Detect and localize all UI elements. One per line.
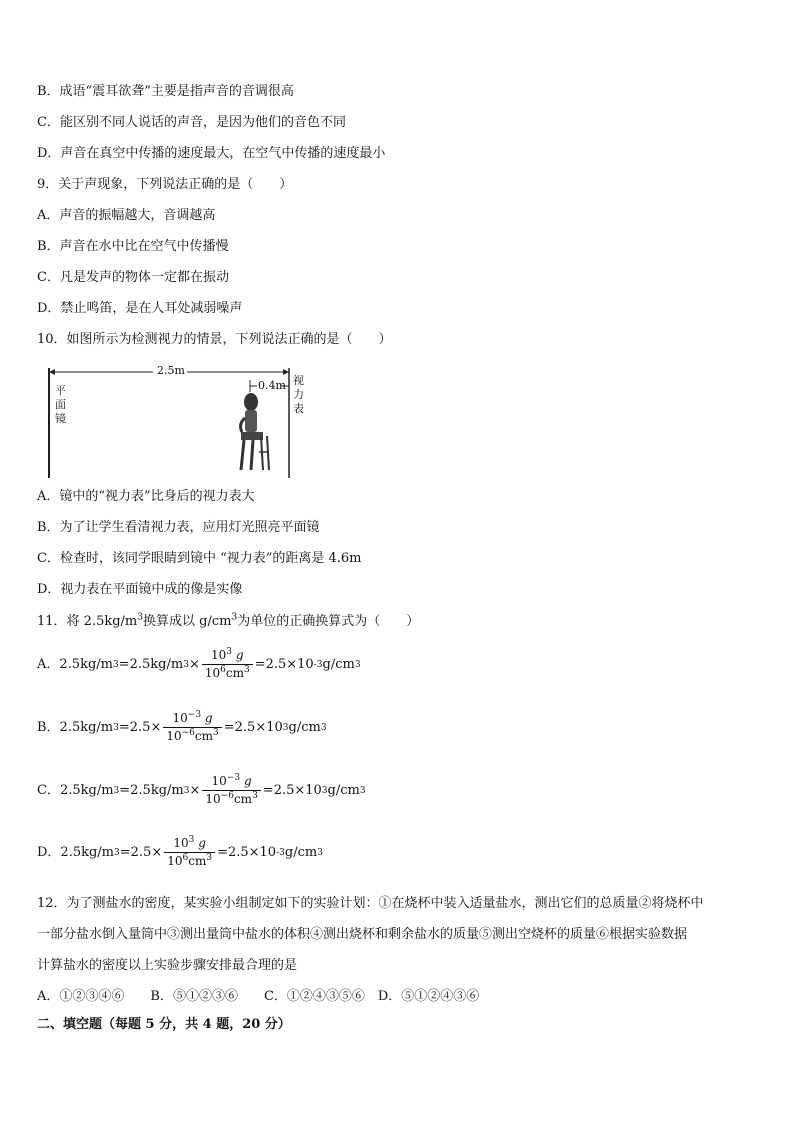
q9-option-b: B．声音在水中比在空气中传播慢 xyxy=(37,239,229,254)
fraction: $\frac{10^{-3} g}{10^{-6}cm^3}$ xyxy=(163,711,221,744)
dist-total-label: 2.5m xyxy=(157,364,185,377)
q10-option-b: B．为了让学生看清视力表，应用灯光照亮平面镜 xyxy=(37,520,320,535)
q8-option-c: C．能区别不同人说话的声音，是因为他们的音色不同 xyxy=(37,115,346,130)
arrow-right-icon xyxy=(283,369,289,375)
q12-stem-line2: 一部分盐水倒入量筒中③测出量筒中盐水的体积④测出烧杯和剩余盐水的质量⑤测出空烧杯的质量⑥根据实验数据 xyxy=(37,927,688,942)
q8-option-d: D．声音在真空中传播的速度最大，在空气中传播的速度最小 xyxy=(37,146,386,161)
q11-option-b: B．2.5kg/m 3 =2.5× $\frac{10^{-3} g}{10^{-6}cm^3}$ =2.5×10 3 g/cm 3 xyxy=(37,710,327,743)
fraction: $\frac{10^3 g}{10^6cm^3}$ xyxy=(202,648,253,681)
q12-stem-line3: 计算盐水的密度以上实验步骤安排最合理的是 xyxy=(37,958,298,973)
dist-small-label: 0.4m xyxy=(258,379,286,392)
q12-stem-line1: 12．为了测盐水的密度，某实验小组制定如下的实验计划：①在烧杯中装入适量盐水，测出它们的总质量②将烧杯中 xyxy=(37,896,704,911)
q11-option-d: D．2.5kg/m 3 =2.5× $\frac{10^3 g}{10^6cm^3}$ =2.5×10 -3 g/cm 3 xyxy=(37,835,323,868)
q11-option-c: C．2.5kg/m 3 =2.5kg/m 3 × $\frac{10^{-3} g}{10^{-6}cm^3}$ =2.5×10 3 g/cm 3 xyxy=(37,773,366,806)
mirror-label: 平 面 镜 xyxy=(55,384,66,425)
section-2-heading: 二、填空题（每题 5 分，共 4 题，20 分） xyxy=(37,1017,291,1032)
q9-option-c: C．凡是发声的物体一定都在振动 xyxy=(37,270,229,285)
fraction: $\frac{10^{-3} g}{10^{-6}cm^3}$ xyxy=(202,774,260,807)
q12-options: A．①②③④⑥ B．⑤①②③⑥ C．①②④③⑤⑥ D．⑤①②④③⑥ xyxy=(37,989,480,1004)
fraction: $\frac{10^3 g}{10^6cm^3}$ xyxy=(164,836,215,869)
q10-option-c: C．检查时，该同学眼睛到镜中 “视力表”的距离是 4.6m xyxy=(37,551,362,566)
student-figure xyxy=(241,393,269,470)
q10-option-a: A．镜中的“视力表”比身后的视力表大 xyxy=(37,489,255,504)
q10-stem: 10．如图所示为检测视力的情景，下列说法正确的是（ ） xyxy=(37,332,392,347)
chart-label: 视 力 表 xyxy=(293,374,304,415)
q9-option-d: D．禁止鸣笛，是在人耳处减弱噪声 xyxy=(37,301,243,316)
q8-option-b: B．成语“震耳欲聋”主要是指声音的音调很高 xyxy=(37,84,294,99)
vision-test-figure xyxy=(45,362,307,482)
q9-option-a: A．声音的振幅越大，音调越高 xyxy=(37,208,216,223)
q11-option-a: A．2.5kg/m 3 =2.5kg/m 3 × $\frac{10^3 g}{10^6cm^3}$ =2.5×10 -3 g/cm 3 xyxy=(37,647,361,680)
q11-stem: 11．将 $2.5kg/m^3$换算成以 $g/cm^3$为单位的正确换算式为（ ） xyxy=(37,612,420,629)
q10-option-d: D．视力表在平面镜中成的像是实像 xyxy=(37,582,243,597)
q9-stem: 9．关于声现象，下列说法正确的是（ ） xyxy=(37,177,293,192)
